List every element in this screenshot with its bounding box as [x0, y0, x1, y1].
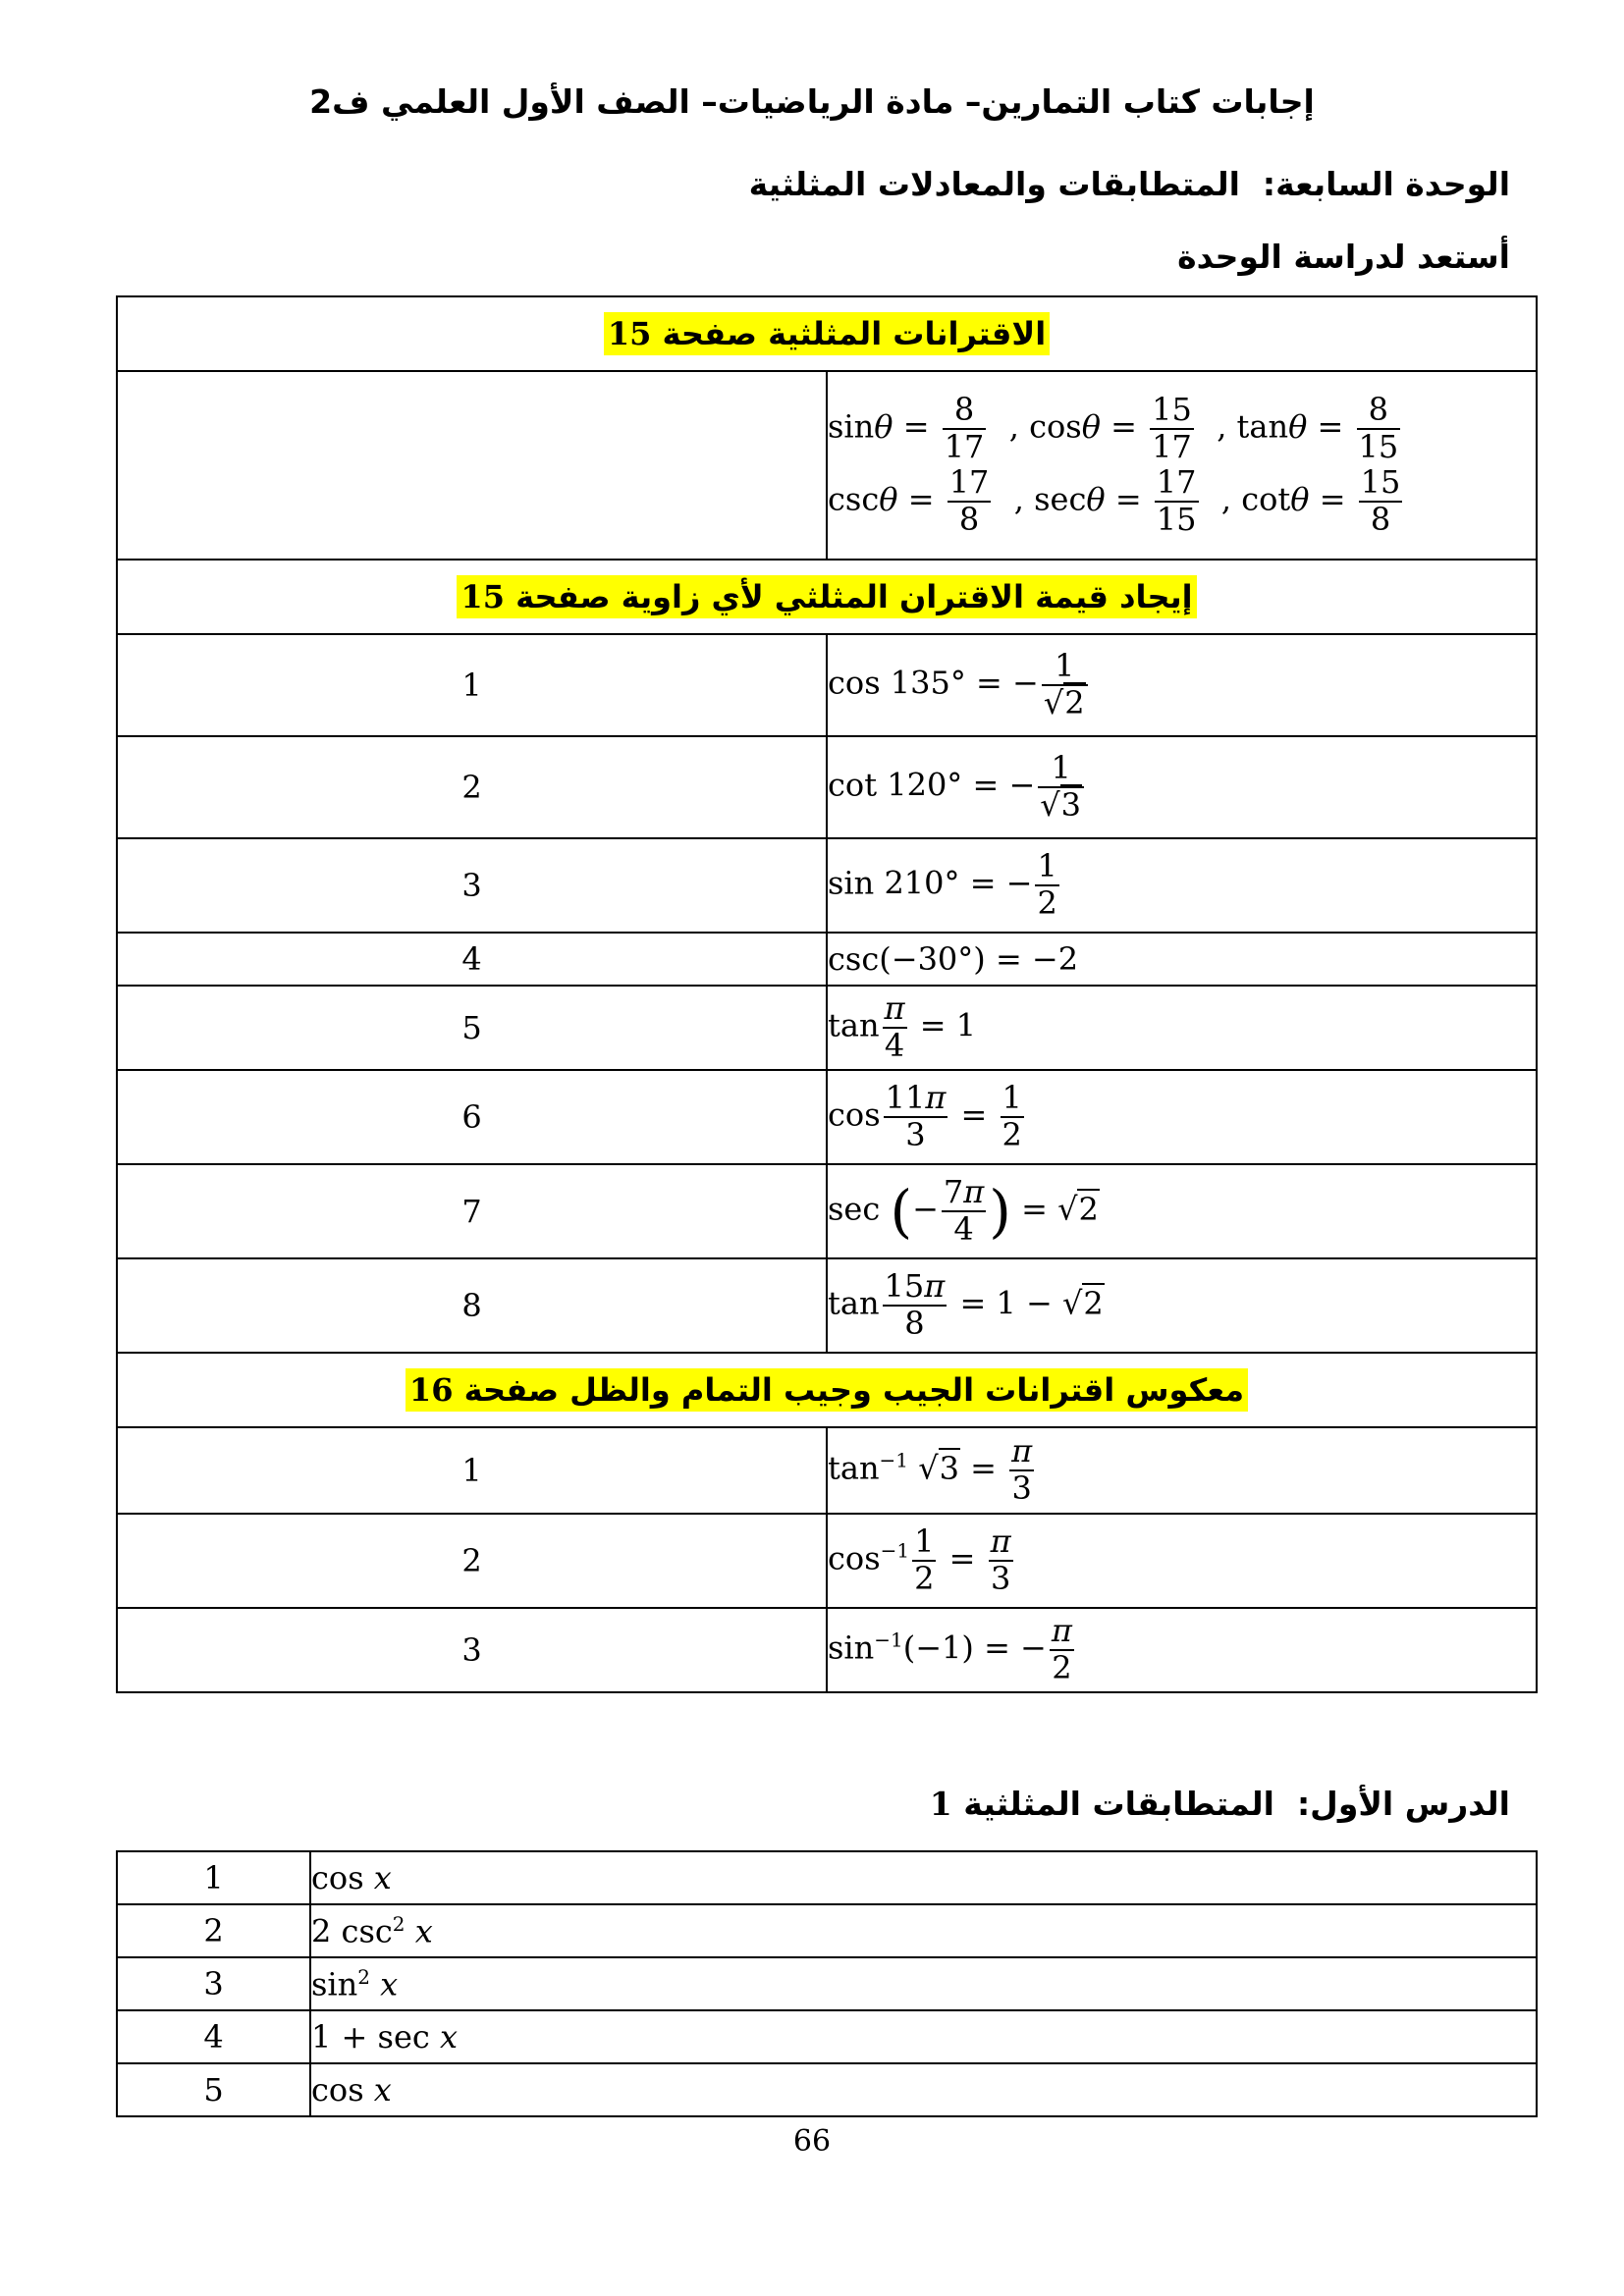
- fraction: $\frac{15}{17}$: [1152, 391, 1192, 466]
- fraction: $\frac{17}{15}$: [1156, 463, 1197, 538]
- unit-name: المتطابقات والمعادلات المثلثية: [748, 165, 1240, 203]
- fraction: $\frac{17}{8}$: [948, 463, 990, 538]
- ratios-cell: [827, 371, 1537, 560]
- table-row: [117, 1608, 1537, 1692]
- section-header: [117, 296, 1537, 371]
- lesson-label: الدرس الأول:: [1296, 1785, 1510, 1823]
- table-row: [117, 838, 1537, 933]
- lesson-title: المتطابقات المثلثية: [963, 1785, 1274, 1823]
- row-number: 5: [117, 2063, 310, 2116]
- answer-cell: 2 $\csc^2 x$: [310, 1904, 1537, 1957]
- lesson-table: [116, 1850, 1538, 2117]
- row-number: 8: [117, 1258, 827, 1353]
- answer-cell: $\sin^2 x$: [310, 1957, 1537, 2010]
- section-header: [117, 560, 1537, 634]
- ratios-row: [117, 371, 1537, 560]
- row-number: 1: [117, 634, 827, 736]
- table-row: [117, 2010, 1537, 2063]
- page-number: 66: [792, 2124, 832, 2159]
- lesson-number: 1: [929, 1785, 952, 1823]
- table-row: [117, 1904, 1537, 1957]
- row-number: 1: [117, 1851, 310, 1904]
- table-row: [117, 736, 1537, 838]
- unit-prep-table: [116, 295, 1538, 1693]
- table-row: [117, 1070, 1537, 1164]
- table-row: [117, 1957, 1537, 2010]
- ratios-line-2: cscθ = $\frac{17}{8}$ , secθ = $\frac{17}{15}$ , cotθ = $\frac{15}{8}$: [828, 463, 1401, 538]
- fraction: $\frac{8}{17}$: [944, 391, 985, 466]
- row-number: 1: [117, 1427, 827, 1514]
- answer-cell: sec (− $\frac{7\pi}{4}$ ) = √2: [827, 1164, 1537, 1258]
- row-number: 4: [117, 2010, 310, 2063]
- answer-cell: csc(−30°) = −2: [827, 933, 1537, 986]
- answer-cell: cos x: [310, 1851, 1537, 1904]
- answer-cell: $\tan^{-1} √3$ = $\frac{\pi}{3}$: [827, 1427, 1537, 1514]
- answer-cell: cos 135° = − $\frac{1}{√2}$: [827, 634, 1537, 736]
- unit-label: الوحدة السابعة:: [1262, 165, 1510, 203]
- answer-cell: $\cos^{-1}$ $\frac{1}{2}$ = $\frac{\pi}{3}$: [827, 1514, 1537, 1608]
- prep-heading: أستعد لدراسة الوحدة: [1177, 238, 1510, 276]
- answer-cell: cot 120° = − $\frac{1}{√3}$: [827, 736, 1537, 838]
- table-row: [117, 1258, 1537, 1353]
- row-number: 3: [117, 1957, 310, 2010]
- fraction: $\frac{8}{15}$: [1358, 391, 1399, 466]
- table-row: [117, 2063, 1537, 2116]
- fraction: $\frac{15}{8}$: [1360, 463, 1401, 538]
- lesson-heading: [930, 1785, 1510, 1823]
- row-number: 2: [117, 1514, 827, 1608]
- section-title: إيجاد قيمة الاقتران المثلثي لأي زاوية صفحة 15: [457, 575, 1196, 618]
- row-number: 2: [117, 736, 827, 838]
- answer-cell: cos x: [310, 2063, 1537, 2116]
- answer-cell: sin 210° = − $\frac{1}{2}$: [827, 838, 1537, 933]
- table-row: [117, 1514, 1537, 1608]
- section-title: معكوس اقترانات الجيب وجيب التمام والظل صفحة 16: [406, 1368, 1248, 1412]
- table-row: [117, 634, 1537, 736]
- answer-cell: 1 + sec x: [310, 2010, 1537, 2063]
- row-number: 3: [117, 1608, 827, 1692]
- table-row: [117, 933, 1537, 986]
- row-number: 7: [117, 1164, 827, 1258]
- table-row: [117, 1427, 1537, 1514]
- answer-cell: cos $\frac{11\pi}{3}$ = $\frac{1}{2}$: [827, 1070, 1537, 1164]
- page-title: إجابات كتاب التمارين– مادة الرياضيات– الصف الأول العلمي ف2: [309, 82, 1315, 121]
- table-row: [117, 1851, 1537, 1904]
- answer-cell: tan $\frac{15\pi}{8}$ = 1 − √2: [827, 1258, 1537, 1353]
- row-number: [117, 371, 827, 560]
- row-number: 4: [117, 933, 827, 986]
- section-header: [117, 1353, 1537, 1427]
- row-number: 6: [117, 1070, 827, 1164]
- section-title: الاقترانات المثلثية صفحة 15: [604, 312, 1050, 355]
- table-row: [117, 1164, 1537, 1258]
- row-number: 5: [117, 986, 827, 1070]
- row-number: 3: [117, 838, 827, 933]
- unit-heading: [749, 165, 1510, 203]
- section-header-row: [117, 1353, 1537, 1427]
- table-row: [117, 986, 1537, 1070]
- section-header-row: [117, 296, 1537, 371]
- section-header-row: [117, 560, 1537, 634]
- answer-cell: tan $\frac{\pi}{4}$ = 1: [827, 986, 1537, 1070]
- ratios-line-1: sinθ = $\frac{8}{17}$ , cosθ = $\frac{15}{17}$ , tanθ = $\frac{8}{15}$: [828, 391, 1399, 466]
- answer-cell: $\sin^{-1}(-1)$ = − $\frac{\pi}{2}$: [827, 1608, 1537, 1692]
- row-number: 2: [117, 1904, 310, 1957]
